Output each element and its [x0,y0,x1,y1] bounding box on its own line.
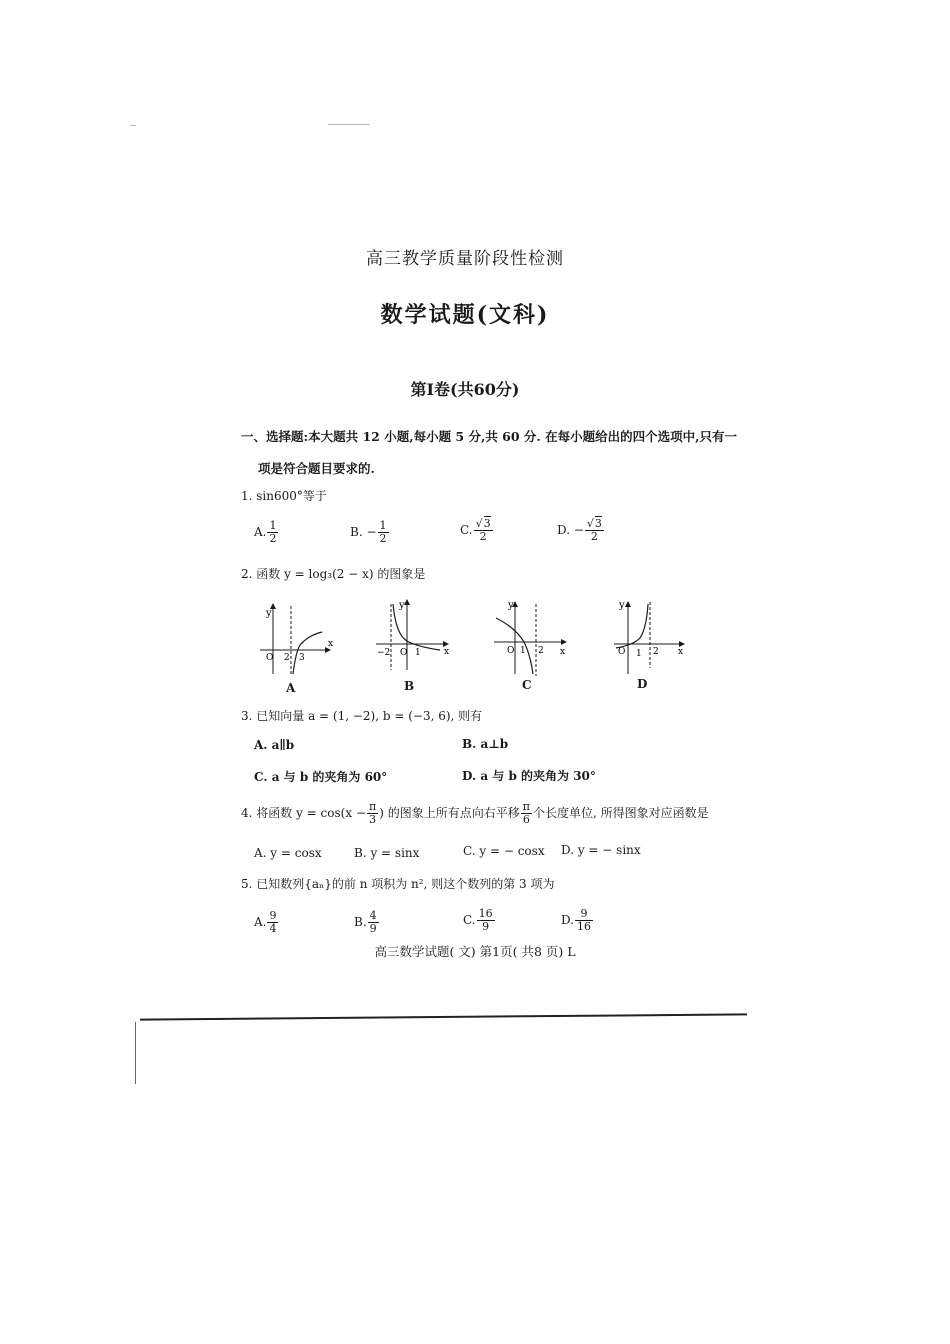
graph-a-tick-2: 2 [284,653,290,663]
q1-stem: 1. sin600°等于 [241,489,327,503]
scan-edge-vertical [135,1022,136,1084]
graph-d-label: D [637,677,648,691]
graph-c-y-label: y [508,600,514,611]
q1-option-b: B. − $\frac{1}{2}$ [350,519,387,545]
graph-b-tick-1: 1 [415,648,421,658]
q2-graph-c [492,598,572,678]
q3-stem: 3. 已知向量 a = (1, −2), b = (−3, 6), 则有 [241,709,483,723]
graph-a-origin: O [266,653,274,663]
graph-c-label: C [522,678,532,692]
q4-option-d: D. y = − sinx [561,843,641,857]
q3-option-d: D. a 与 b 的夹角为 30° [462,769,596,783]
scan-edge-line [140,1013,747,1020]
q4-option-b: B. y = sinx [354,846,420,860]
q5-option-b: B. $\frac{4}{9}$ [354,909,377,935]
q2-graph-a [258,598,338,678]
graph-b-x-label: x [444,647,450,657]
graph-b-y-label: y [399,600,405,611]
graph-c-x-label: x [560,647,566,657]
q1-option-a: A. $\frac{1}{2}$ [254,519,277,545]
graph-c-origin: O [507,646,515,656]
graph-d-y-label: y [619,600,625,611]
q5-option-a: A. $\frac{9}{4}$ [254,909,277,935]
q5-option-d: D. $\frac{9}{16}$ [561,907,592,933]
q5-stem: 5. 已知数列{aₙ}的前 n 项积为 n², 则这个数列的第 3 项为 [241,877,555,891]
graph-d-tick-2: 2 [653,647,659,657]
q3-option-b: B. a⊥b [462,737,509,751]
scan-speck [328,124,370,125]
scan-speck [130,125,136,126]
graph-b-origin: O [400,648,408,658]
q4-stem: 4. 将函数 y = cos(x − $\frac{\pi}{3}$ ) 的图象上所有点向右平移 $\frac{\pi}{6}$ 个长度单位, 所得图象对应函数是 [241,800,709,826]
exam-name: 高三教学质量阶段性检测 [366,249,564,269]
graph-c-tick-1: 1 [520,646,526,656]
q3-option-c: C. a 与 b 的夹角为 60° [254,770,388,784]
graph-a-y-label: y [266,608,272,619]
instructions-line1: 一、选择题:本大题共 12 小题,每小题 5 分,共 60 分. 在每小题给出的四个选项中,只有一 [241,429,737,444]
graph-c-tick-2: 2 [538,646,544,656]
q1-option-c: C. $\frac{√3}{2}$ [460,517,491,543]
graph-d-tick-1: 1 [636,649,642,659]
q4-option-c: C. y = − cosx [463,844,545,858]
q2-graph-d [612,598,692,678]
graph-d-x-label: x [678,647,684,657]
page-footer: 高三数学试题( 文) 第1页( 共8 页) L [374,944,576,959]
q5-option-c: C. $\frac{16}{9}$ [463,907,493,933]
q4-option-a: A. y = cosx [254,846,322,860]
q3-option-a: A. a∥b [254,738,295,752]
page-title: 数学试题(文科) [380,302,550,328]
graph-a-label: A [286,681,296,695]
instructions-line2: 项是符合题目要求的. [258,461,375,476]
q1-option-d: D. − $\frac{√3}{2}$ [557,517,602,543]
graph-d-origin: O [618,647,626,657]
q2-graph-b [374,594,454,674]
graph-a-x-label: x [328,639,334,649]
graph-b-tick-neg2: −2 [377,648,391,658]
graph-a-tick-3: 3 [299,653,305,663]
section-title: 第Ⅰ卷(共60分) [410,380,520,399]
graph-b-label: B [404,679,415,693]
q2-stem: 2. 函数 y = log₃(2 − x) 的图象是 [241,567,426,581]
